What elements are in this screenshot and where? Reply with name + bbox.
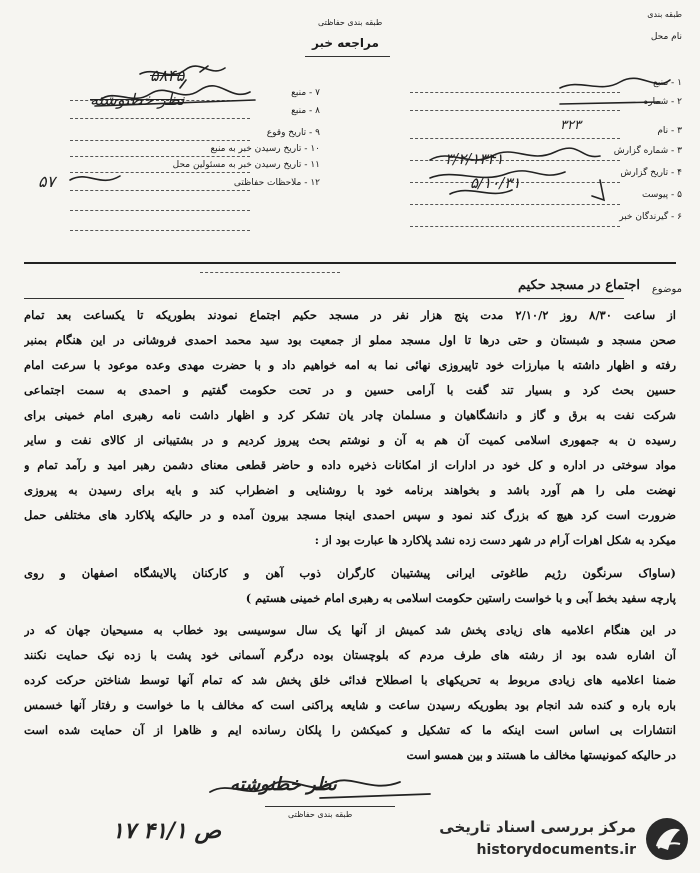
field-left-1: ۱ - منبع [653, 78, 682, 88]
left-value-1: ۳۲۳ [560, 118, 581, 133]
body-line-7: مواد سوختی در اداره و کل خود در ادارات از امکانات ذخیره داده و حاضر قطعی معنای دشمن رهبر امید و رآمد تمام و [24, 458, 676, 472]
left-value-2: ۳/۲/۱۳۴۱ [445, 150, 504, 168]
archive-note: ۱۷ ص ۴۱/۱ [112, 818, 222, 844]
field-right-2: ۸ - منبع [291, 106, 320, 116]
body-line-4: حسین بحث کرد و بسیار تند گفت با آرامی حسین و در تحت حکومت گفتیم و احمدی به سمت اجتماعی [24, 383, 676, 397]
field-left-6: ۵ - پیوست [641, 190, 682, 200]
org-top-right: نام محل [650, 32, 682, 42]
body-line-18: در حالیکه کمونیستها مخالف ما هستند و بین همسو است [406, 748, 676, 762]
body-line-11: (ساواک سرنگون رژیم طاغوتی ایرانی پیشتیبان کارگران ذوب آهن و کارکنان پالایشگاه اصفهان و روی [24, 566, 676, 580]
right-value-1: ۵۸۴۵ [150, 66, 185, 85]
field-right-3: ۹ - تاریخ وقوع [266, 128, 320, 138]
field-right-1: ۷ - منبع [291, 88, 320, 98]
field-left-2: ۲ - شماره [643, 97, 682, 107]
field-left-4: ۳ - شماره گزارش [613, 146, 682, 156]
body-line-8: نهضت ملی را هم آورد باشد و بخواهند برنامه خود با روشنایی و اضطراب کند و بایه برای رسیدن به پیروزی [24, 483, 676, 497]
watermark [440, 812, 690, 867]
body-line-3: رفته و اظهار داشته با مبارزات خود تاپیروزی نهائی نما به امه خواهیم داد و با حضرت مهدی وعده موعود با سرعت امام [24, 358, 676, 372]
center-title: مراجعه خبر [312, 36, 379, 50]
body-line-10: میکرد به شکل اهرات آرام در شهر دست زده نشد پلاکارد ها عبارت بود از : [314, 533, 676, 547]
body-line-17: انتشارات بی اساس است اینکه ما که تشکیل و کمیکشن را پلکان رسانده ایم و ظاهرا از آن حمایت شده است [24, 723, 676, 737]
body-line-13: در این هنگام اعلامیه های زیادی پخش شد کمیش از آنها یک سال سوسیسی بود خطاب به مسیحیان جهان که در [24, 623, 676, 637]
body-line-14: آن اشاره شده بود از رشته های طرف مردم که بلوچستان بوده درگرم آسمانی خود پشت با زده نیک حمایت نکنند [24, 648, 676, 662]
field-left-5: ۴ - تاریخ گزارش [620, 168, 682, 178]
center-stamp-top: طبقه بندی حفاظتی [318, 18, 383, 27]
field-right-5: ۱۱ - تاریخ رسیدن خبر به مسئولین محل [172, 160, 320, 170]
left-value-3: ۵/۱۰/۳۱ [470, 174, 521, 192]
body-line-15: ضمنا اعلامیه های زیادی مربوط به تحریکهای با اصطلاح فدائی خلق پخش شد که تمام آنها توسط شناختن حرکت کرده [24, 673, 676, 687]
watermark-logo-icon [644, 816, 690, 862]
body-line-5: شرکت نفت به برق و گاز و دانشگاهیان و مسلمان چادر یان تشکر کرد و اظهار داشت نامه رهبری امام خمینی برای [24, 408, 676, 422]
bottom-stamp: طبقه بندی حفاظتی [288, 810, 353, 819]
watermark-name: مرکز بررسی اسناد تاریخی [439, 818, 636, 836]
field-right-4: ۱۰ - تاریخ رسیدن خبر به منبع [210, 144, 320, 154]
field-left-3: ۳ - نام [657, 126, 682, 136]
signature: نظر خطنوشته [230, 774, 337, 795]
signature-icon [200, 770, 460, 810]
subject-label: موضوع [651, 284, 682, 295]
handwriting-scribbles-icon [60, 60, 700, 280]
field-left-7: ۶ - گیرندگان خبر [619, 212, 682, 222]
body-line-9: ضرورت است کرد هیچ که بزرگ کند نمود و سپس احمدی اینجا مسجد بیرون آمده و در حالیکه پلاکارد های مختلفی حمل [24, 508, 676, 522]
class-label: طبقه بندی [647, 10, 682, 19]
field-right-6: ۱۲ - ملاحظات حفاظتی [233, 178, 320, 188]
body-line-2: صحن مسجد و شبستان و حتی درها تا اول مسجد مملو از جمعیت بود سید محمد احمدی فروشانی در این هنگام بمنبر [24, 333, 676, 347]
body-line-1: از ساعت ۸/۳۰ روز ۲/۱۰/۲ مدت پنج هزار نفر در مسجد حکیم اجتماع نمودند بطوریکه تا یکساعت بعد تمام [24, 308, 676, 322]
subject-value: اجتماع در مسجد حکیم [517, 278, 640, 293]
body-line-16: باره باره و کنده شد انجام بود بطوریکه رسیدن ساعت و شایعه پراکنی است که مخالف با ما خواست و رفتار آنها خسمس [24, 698, 676, 712]
watermark-url[interactable]: historydocuments.ir [476, 842, 636, 858]
body-line-6: رسیده ن به جمهوری اسلامی کمیت آن هم به آن و نوشتم بحث پیروز کردیم و در بشتیبانی از کالای نفت و سایر [24, 433, 676, 447]
body-line-12: پارچه سفید بخط آبی و با خواست راستین حکومت اسلامی به رهبری امام خمینی هستیم ) [245, 591, 676, 605]
right-value-3: ۵۷ [38, 172, 56, 191]
right-value-2: نظر خطنوشته [90, 90, 185, 109]
